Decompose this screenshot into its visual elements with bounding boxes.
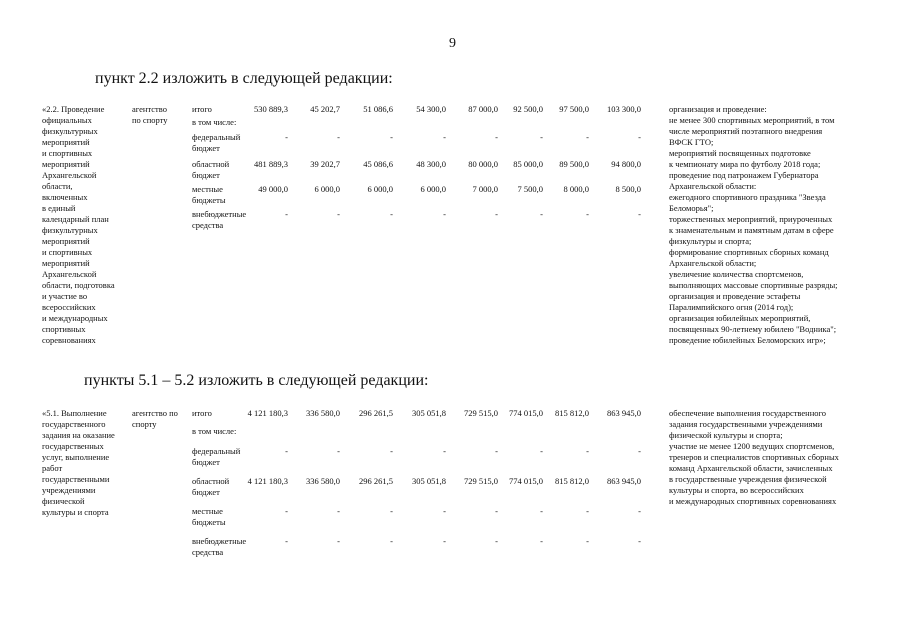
responsible-agency: агентство по спорту bbox=[132, 408, 178, 429]
funding-value: 815 812,0 bbox=[555, 476, 589, 486]
responsible-agency: агентство по спорту bbox=[132, 104, 168, 125]
funding-value: 6 000,0 bbox=[367, 184, 393, 194]
funding-value: 89 500,0 bbox=[559, 159, 589, 169]
funding-value: 305 051,8 bbox=[412, 476, 446, 486]
funding-value: 8 000,0 bbox=[563, 184, 589, 194]
funding-value: 103 300,0 bbox=[607, 104, 641, 114]
funding-value: 92 500,0 bbox=[513, 104, 543, 114]
funding-source-label: местные бюджеты bbox=[192, 506, 226, 527]
funding-value: 296 261,5 bbox=[359, 476, 393, 486]
funding-value: - bbox=[495, 132, 498, 142]
expected-results: организация и проведение: не менее 300 спортивных мероприятий, в том числе мероприятий поэтапного внедрения ВФСК ГТО; мероприятий посвященных подготовке к чемпионату мира по футболу 2018 года; проведение под патронажем Губернатора Архангельской области: ежегодного спортивного праздника "Звезда Беломорья"; торжественных мероприятий, приуроченных к знаменательным и памятным датам в сфере физкультуры и спорта; формирование спортивных сборных команд Архангельской области; увеличение количества спортсменов, выполняющих массовые спортивные разряды; организация и проведение эстафеты Паралимпийского огня (2014 год); организация юбилейных мероприятий, посвященных 90-летнему юбилею "Водника"; проведение юбилейных Беломорских игр»; bbox=[669, 104, 838, 345]
funding-value: - bbox=[638, 132, 641, 142]
funding-value: 4 121 180,3 bbox=[247, 408, 288, 418]
funding-source-label: областной бюджет bbox=[192, 476, 230, 497]
funding-value: 296 261,5 bbox=[359, 408, 393, 418]
funding-value: - bbox=[443, 536, 446, 546]
funding-value: - bbox=[638, 209, 641, 219]
funding-source-label: федеральный бюджет bbox=[192, 446, 241, 467]
program-table-section-2-2 bbox=[42, 104, 872, 350]
funding-value: - bbox=[337, 209, 340, 219]
funding-value: 54 300,0 bbox=[416, 104, 446, 114]
funding-value: - bbox=[443, 446, 446, 456]
funding-value: - bbox=[586, 446, 589, 456]
funding-value: 48 300,0 bbox=[416, 159, 446, 169]
funding-value: - bbox=[390, 446, 393, 456]
page-number: 9 bbox=[449, 36, 456, 51]
funding-value: 94 800,0 bbox=[611, 159, 641, 169]
funding-value: - bbox=[586, 536, 589, 546]
activity-name: «5.1. Выполнение государственного задания на оказание государственных услуг, выполнение работ государственными учреждениями физической культуры и спорта bbox=[42, 408, 115, 517]
funding-value: 6 000,0 bbox=[420, 184, 446, 194]
funding-value: 97 500,0 bbox=[559, 104, 589, 114]
funding-value: - bbox=[285, 209, 288, 219]
funding-value: - bbox=[638, 446, 641, 456]
funding-source-label: внебюджетные средства bbox=[192, 209, 247, 230]
funding-value: - bbox=[638, 536, 641, 546]
funding-value: 863 945,0 bbox=[607, 476, 641, 486]
funding-value: 305 051,8 bbox=[412, 408, 446, 418]
funding-value: - bbox=[540, 446, 543, 456]
funding-source-label: внебюджетные средства bbox=[192, 536, 247, 557]
funding-source-label: итого bbox=[192, 104, 212, 114]
funding-source-label: итого bbox=[192, 408, 212, 418]
funding-source-label: в том числе: bbox=[192, 117, 237, 127]
funding-value: 87 000,0 bbox=[468, 104, 498, 114]
funding-value: 4 121 180,3 bbox=[247, 476, 288, 486]
funding-value: 729 515,0 bbox=[464, 476, 498, 486]
funding-value: - bbox=[337, 132, 340, 142]
funding-value: 45 202,7 bbox=[310, 104, 340, 114]
section-heading-5-1: пункты 5.1 – 5.2 изложить в следующей редакции: bbox=[84, 372, 429, 389]
funding-value: - bbox=[285, 132, 288, 142]
funding-value: - bbox=[337, 536, 340, 546]
funding-value: - bbox=[390, 132, 393, 142]
section-heading-2-2: пункт 2.2 изложить в следующей редакции: bbox=[95, 70, 393, 87]
funding-value: 815 812,0 bbox=[555, 408, 589, 418]
funding-source-label: областной бюджет bbox=[192, 159, 230, 180]
funding-value: - bbox=[540, 209, 543, 219]
funding-source-label: в том числе: bbox=[192, 426, 237, 436]
funding-value: - bbox=[390, 536, 393, 546]
funding-value: 336 580,0 bbox=[306, 476, 340, 486]
funding-value: 85 000,0 bbox=[513, 159, 543, 169]
funding-value: - bbox=[337, 506, 340, 516]
funding-value: - bbox=[495, 209, 498, 219]
funding-value: 774 015,0 bbox=[509, 476, 543, 486]
funding-value: 39 202,7 bbox=[310, 159, 340, 169]
funding-value: 49 000,0 bbox=[258, 184, 288, 194]
funding-value: - bbox=[285, 536, 288, 546]
funding-value: - bbox=[285, 506, 288, 516]
funding-value: - bbox=[443, 506, 446, 516]
funding-value: - bbox=[540, 132, 543, 142]
activity-name: «2.2. Проведение официальных физкультурных мероприятий и спортивных мероприятий Архангельской области, включенных в единый календарный план физкультурных мероприятий и спортивных мероприятий Архангельской области, подготовка и участие во всероссийских и международных спортивных соревнованиях bbox=[42, 104, 115, 345]
funding-value: - bbox=[586, 209, 589, 219]
funding-value: 8 500,0 bbox=[615, 184, 641, 194]
program-table-section-5-1 bbox=[42, 408, 872, 558]
funding-value: - bbox=[495, 506, 498, 516]
funding-value: - bbox=[285, 446, 288, 456]
funding-value: - bbox=[495, 536, 498, 546]
funding-value: 729 515,0 bbox=[464, 408, 498, 418]
funding-value: 6 000,0 bbox=[314, 184, 340, 194]
funding-source-label: федеральный бюджет bbox=[192, 132, 241, 153]
funding-value: 774 015,0 bbox=[509, 408, 543, 418]
funding-value: - bbox=[540, 536, 543, 546]
funding-source-label: местные бюджеты bbox=[192, 184, 226, 205]
funding-value: 863 945,0 bbox=[607, 408, 641, 418]
funding-value: 336 580,0 bbox=[306, 408, 340, 418]
expected-results: обеспечение выполнения государственного задания государственными учреждениями физической культуры и спорта; участие не менее 1200 ведущих спортсменов, тренеров и специалистов спортивных сборных команд Архангельской области, зачисленных в государственные учреждения физической культуры и спорта, во всероссийских и международных спортивных соревнованиях bbox=[669, 408, 839, 506]
funding-value: - bbox=[586, 506, 589, 516]
funding-value: - bbox=[495, 446, 498, 456]
funding-value: 481 889,3 bbox=[254, 159, 288, 169]
funding-value: 45 086,6 bbox=[363, 159, 393, 169]
funding-value: - bbox=[638, 506, 641, 516]
funding-value: 7 000,0 bbox=[472, 184, 498, 194]
funding-value: 51 086,6 bbox=[363, 104, 393, 114]
funding-value: - bbox=[540, 506, 543, 516]
funding-value: 7 500,0 bbox=[517, 184, 543, 194]
funding-value: - bbox=[443, 209, 446, 219]
funding-value: - bbox=[586, 132, 589, 142]
funding-value: - bbox=[337, 446, 340, 456]
funding-value: - bbox=[443, 132, 446, 142]
funding-value: 80 000,0 bbox=[468, 159, 498, 169]
funding-value: - bbox=[390, 506, 393, 516]
funding-value: 530 889,3 bbox=[254, 104, 288, 114]
funding-value: - bbox=[390, 209, 393, 219]
